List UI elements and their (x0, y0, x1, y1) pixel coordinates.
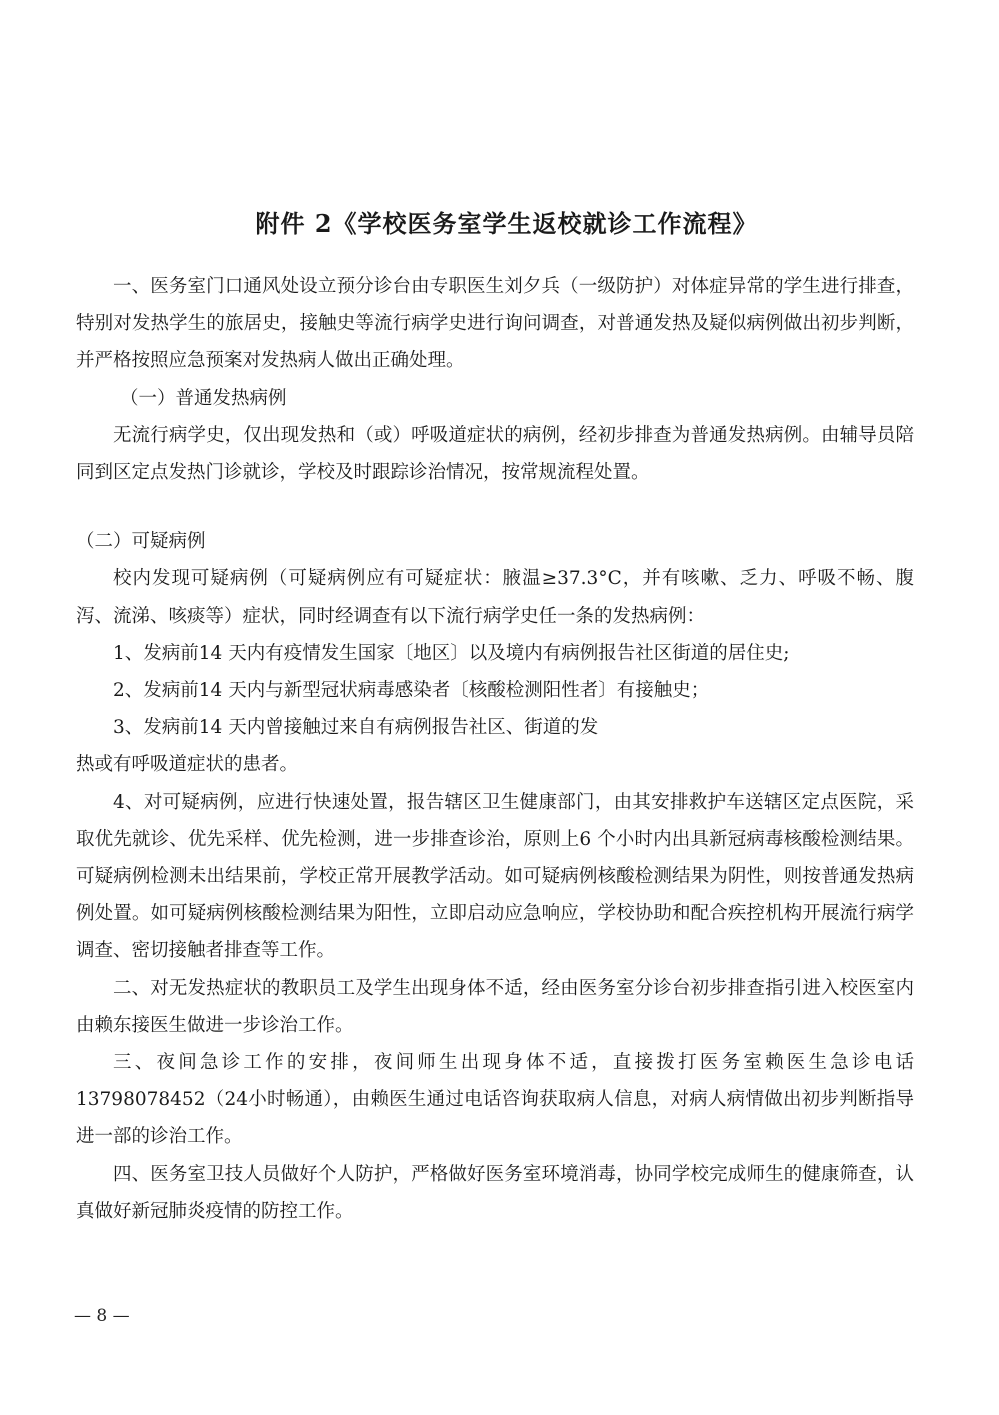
document-title: 附件 2《学校医务室学生返校就诊工作流程》 (255, 209, 758, 238)
spacer (76, 491, 914, 523)
subheading-suspected-case: （二）可疑病例 (76, 531, 206, 553)
paragraph-suspected-case: 校内发现可疑病例（可疑病例应有可疑症状：腋温≥37.3°C，并有咳嗽、乏力、呼吸不畅、腹泻、流涕、咳痰等）症状，同时经调查有以下流行病学史任一条的发热病例： (76, 568, 914, 627)
subheading-ordinary-fever: （一）普通发热病例 (120, 387, 287, 409)
paragraph-4: 四、医务室卫技人员做好个人防护，严格做好医务室环境消毒，协同学校完成师生的健康筛查，认真做好新冠肺炎疫情的防控工作。 (76, 1163, 914, 1222)
list-item-4: 4、对可疑病例，应进行快速处置，报告辖区卫生健康部门，由其安排救护车送辖区定点医院，采取优先就诊、优先采样、优先检测，进一步排查诊治，原则上6 个小时内出具新冠病毒核酸检测结果。可疑病例检测未出结果前，学校正常开展教学活动。如可疑病例核酸检测结果为阴性，则按普通发热病例处置。如可疑病例核酸检测结果为阳性，立即启动应急响应，学校协助和配合疾控机构开展流行病学调查、密切接触者排查等工作。 (76, 791, 914, 962)
paragraph-2: 二、对无发热症状的教职员工及学生出现身体不适，经由医务室分诊台初步排查指引进入校医室内由赖东接医生做进一步诊治工作。 (76, 977, 914, 1036)
paragraph-ordinary-fever: 无流行病学史，仅出现发热和（或）呼吸道症状的病例，经初步排查为普通发热病例。由辅导员陪同到区定点发热门诊就诊，学校及时跟踪诊治情况，按常规流程处置。 (76, 424, 914, 484)
document-body (76, 268, 914, 1230)
paragraph-3: 三、夜间急诊工作的安排，夜间师生出现身体不适，直接拨打医务室赖医生急诊电话13798078452（24小时畅通），由赖医生通过电话咨询获取病人信息，对病人病情做出初步判断指导进一部的诊治工作。 (76, 1052, 914, 1148)
list-item-3: 3、发病前14 天内曾接触过来自有病例报告社区、街道的发 (113, 717, 599, 739)
list-item-3-continued: 热或有呼吸道症状的患者。 (76, 754, 299, 776)
paragraph-1: 一、医务室门口通风处设立预分诊台由专职医生刘夕兵（一级防护）对体症异常的学生进行排查，特别对发热学生的旅居史，接触史等流行病学史进行询问调查，对普通发热及疑似病例做出初步判断，并严格按照应急预案对发热病人做出正确处理。 (76, 276, 914, 372)
list-item-1: 1、发病前14 天内有疫情发生国家〔地区〕以及境内有病例报告社区街道的居住史; (113, 642, 790, 664)
list-item-2: 2、发病前14 天内与新型冠状病毒感染者〔核酸检测阳性者〕有接触史； (113, 680, 710, 702)
page-number: — 8 — (74, 1306, 130, 1326)
